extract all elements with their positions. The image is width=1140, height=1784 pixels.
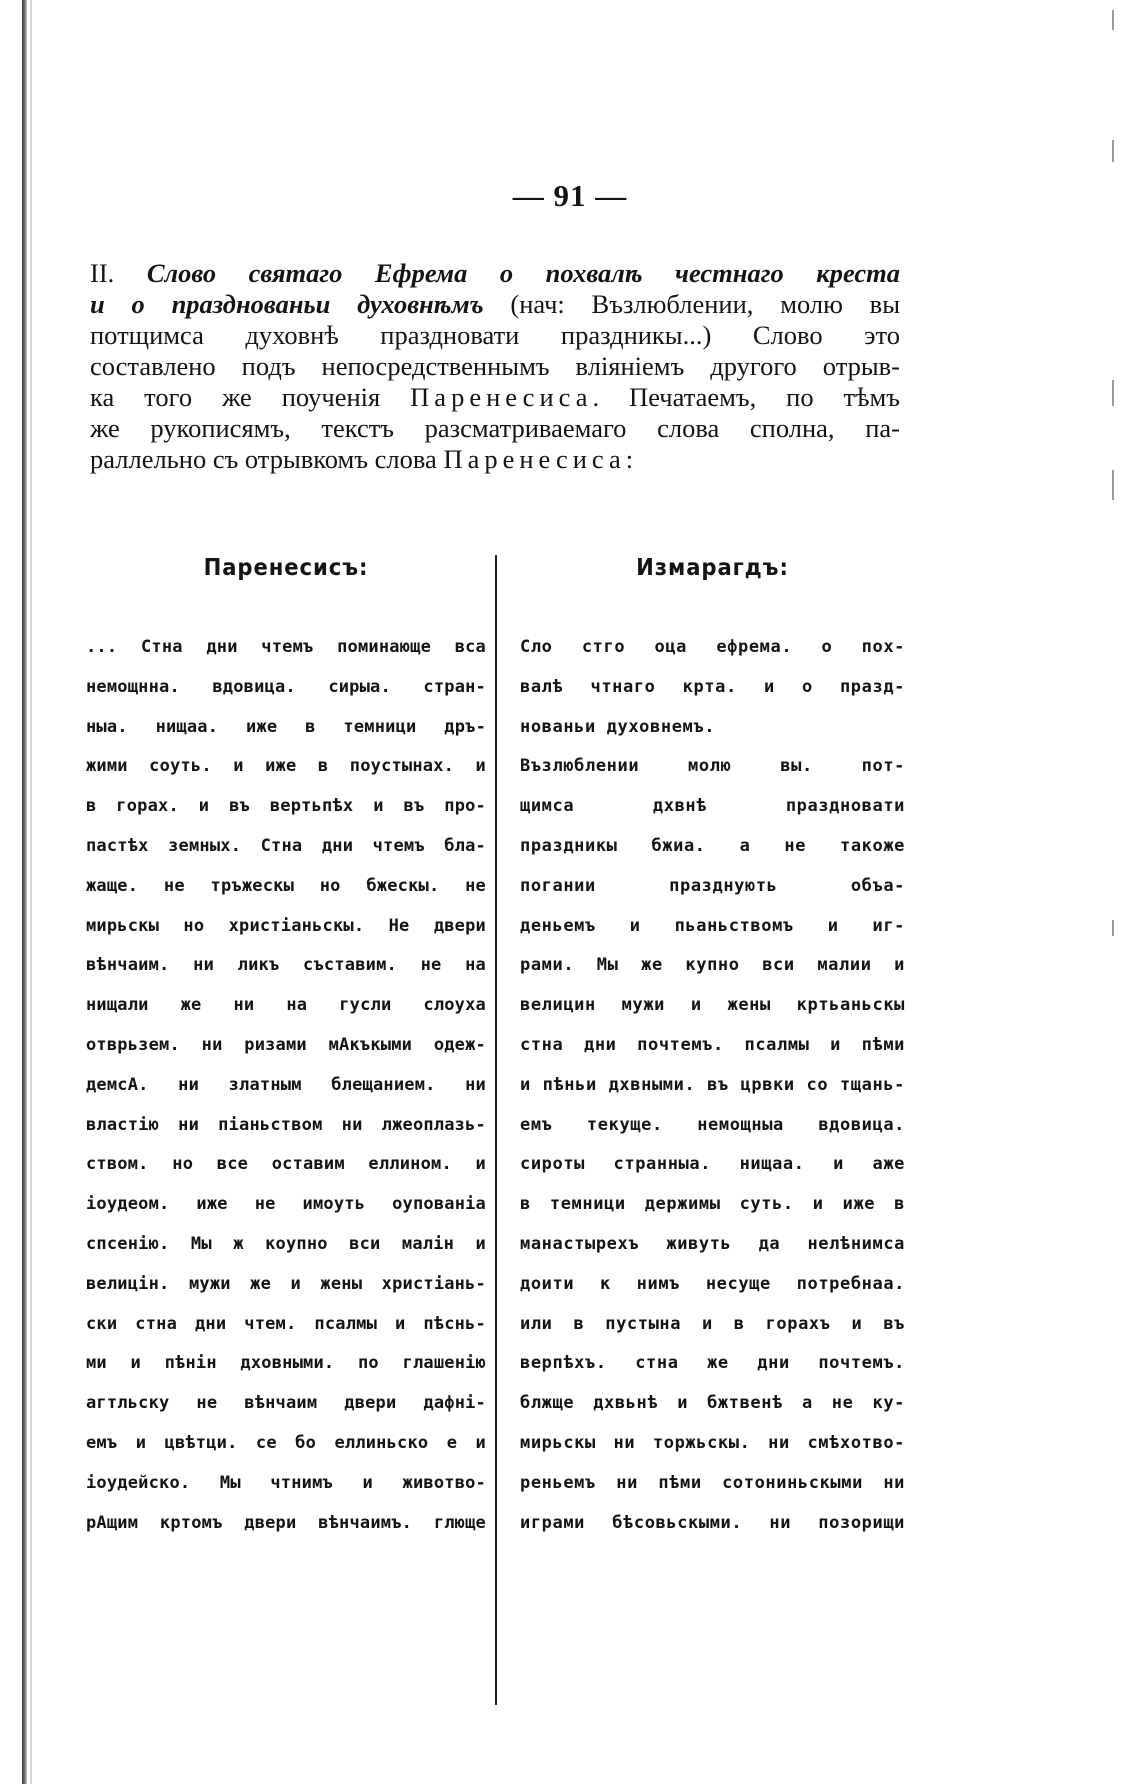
text-line: спсенію. Мы ж коупно вси малін и	[86, 1233, 486, 1254]
intro-paragraph	[90, 258, 900, 475]
intro-text-segment: (нач: Възлюблении, молю вы	[483, 289, 900, 319]
text-line: емъ и цвѣтци. се бо еллиньско е и	[86, 1432, 486, 1453]
text-line: мирьскы ни торжьскы. ни смѣхотво-	[520, 1432, 905, 1453]
text-line: нованьи духовнемъ.	[520, 716, 716, 737]
text-line: или в пустына и в горахъ и въ	[520, 1313, 905, 1334]
intro-text-segment: ка того же поученія	[90, 382, 411, 412]
text-line: іоудеом. иже не имоуть оупованіа	[86, 1194, 486, 1215]
intro-text-segment: составлено подъ непосредственнымъ вліяніемъ другого отрыв-	[90, 351, 900, 381]
scan-mark	[1112, 140, 1114, 162]
text-line: іоудейско. Мы чтнимъ и животво-	[86, 1472, 486, 1493]
text-line: рами. Мы же купно вси малии и	[520, 955, 905, 976]
intro-text-segment: и о празднованьи духовнѣмъ	[90, 289, 484, 319]
intro-text-segment: потщимса духовнѣ праздновати праздникы...) Слово это	[90, 320, 900, 350]
scan-mark	[1112, 470, 1114, 500]
text-line: и пѣньи дхвными. въ црвки со тщань-	[520, 1074, 905, 1095]
text-line: манастырехъ живуть да нелѣнимса	[520, 1233, 905, 1254]
text-line: рАщим кртомъ двери вѣнчаимъ. глюще	[86, 1512, 486, 1533]
scan-mark	[1112, 10, 1114, 30]
intro-text-segment: II.	[90, 258, 147, 288]
right-column-heading: Измарагдъ:	[636, 555, 789, 581]
text-line: пастѣх земных. Стна дни чтемъ бла-	[86, 835, 486, 856]
text-line: велицін. мужи же и жены христіань-	[86, 1273, 486, 1294]
text-line: жаще. не тръжескы но бжескы. не	[86, 875, 486, 896]
intro-line	[90, 351, 900, 382]
text-line: Сло стго оца ефрема. о пох-	[520, 637, 905, 657]
intro-line	[90, 320, 900, 351]
text-line: жими соуть. и иже в поустынах. и	[86, 756, 486, 777]
text-line: демсА. ни златным блещанием. ни	[86, 1074, 486, 1095]
text-line: ски стна дни чтем. псалмы и пѣснь-	[86, 1313, 486, 1334]
scan-mark	[1112, 380, 1114, 406]
text-line: реньемъ ни пѣми сотониньскыми ни	[520, 1472, 905, 1493]
scan-binding-edge	[22, 0, 27, 1784]
text-line: емъ текуще. немощныа вдовица.	[520, 1114, 905, 1135]
text-line: в темници держимы суть. и иже в	[520, 1194, 905, 1215]
text-line: верпѣхъ. стна же дни почтемъ.	[520, 1353, 905, 1374]
text-line: отврьзем. ни ризами мАкъкыми одеж-	[86, 1034, 486, 1055]
text-line: в горах. и въ вертьпѣх и въ про-	[86, 796, 486, 817]
text-line: ныа. нищаа. иже в темници дръ-	[86, 716, 486, 737]
text-line: играми бѣсовьскыми. ни позорищи	[520, 1512, 905, 1533]
right-column-text	[520, 628, 905, 1543]
text-line: валѣ чтнаго крта. и о празд-	[520, 676, 905, 697]
text-line: агтльску не вѣнчаим двери дафні-	[86, 1393, 486, 1414]
text-line: щимса дхвнѣ праздновати	[520, 796, 905, 817]
intro-text-segment: раллельно съ отрывкомъ слова	[90, 444, 444, 474]
text-line: властію ни піаньством ни лжеоплазь-	[86, 1114, 486, 1135]
intro-text-segment: . Печатаемъ, по тѣмъ	[592, 382, 900, 412]
text-line: деньемъ и пьаньствомъ и иг-	[520, 915, 905, 936]
intro-line	[90, 258, 900, 289]
text-line: праздникы бжиа. а не такоже	[520, 835, 905, 856]
intro-text-segment: :	[625, 444, 634, 474]
intro-line	[90, 289, 900, 320]
page-number: — 91 —	[512, 178, 628, 213]
right-column	[520, 548, 905, 1543]
text-line: немощнна. вдовица. сирыа. стран-	[86, 676, 486, 697]
text-line: ством. но все оставим еллином. и	[86, 1154, 486, 1175]
intro-line	[90, 382, 900, 413]
intro-line	[90, 444, 900, 475]
intro-line	[90, 413, 900, 444]
column-divider	[495, 555, 497, 1705]
text-line: ... Стна дни чтемъ поминающе вса	[86, 637, 486, 657]
left-column-text	[86, 628, 486, 1543]
text-line: Възлюблении молю вы. пот-	[520, 756, 905, 777]
text-line: ми и пѣнін дховными. по глашенію	[86, 1353, 486, 1374]
intro-text-segment: Паренесиса	[410, 382, 593, 412]
text-line: доити к нимъ несуще потребнаа.	[520, 1273, 905, 1294]
left-column-heading: Паренесисъ:	[203, 555, 369, 581]
intro-text-segment: же рукописямъ, текстъ разсматриваемаго слова сполна, па-	[90, 413, 900, 443]
scan-mark	[1112, 920, 1114, 936]
text-line: велицин мужи и жены кртьаньскы	[520, 995, 905, 1016]
intro-text-segment: Паренесиса	[443, 444, 626, 474]
text-line: стна дни почтемъ. псалмы и пѣми	[520, 1034, 905, 1055]
text-line: блжще дхвьнѣ и бжтвенѣ а не ку-	[520, 1393, 905, 1414]
text-line: погании празднують объа-	[520, 875, 905, 896]
scan-binding-shadow	[30, 0, 32, 1784]
text-line: сироты странныа. нищаа. и аже	[520, 1154, 905, 1175]
text-line: вѣнчаим. ни ликъ съставим. не на	[86, 955, 486, 976]
left-column	[86, 548, 486, 1543]
text-line: нищали же ни на гусли слоуха	[86, 995, 486, 1016]
text-line: мирьскы но христіаньскы. Не двери	[86, 915, 486, 936]
intro-text-segment: Слово святаго Ефрема о похвалѣ честнаго креста	[146, 258, 900, 288]
